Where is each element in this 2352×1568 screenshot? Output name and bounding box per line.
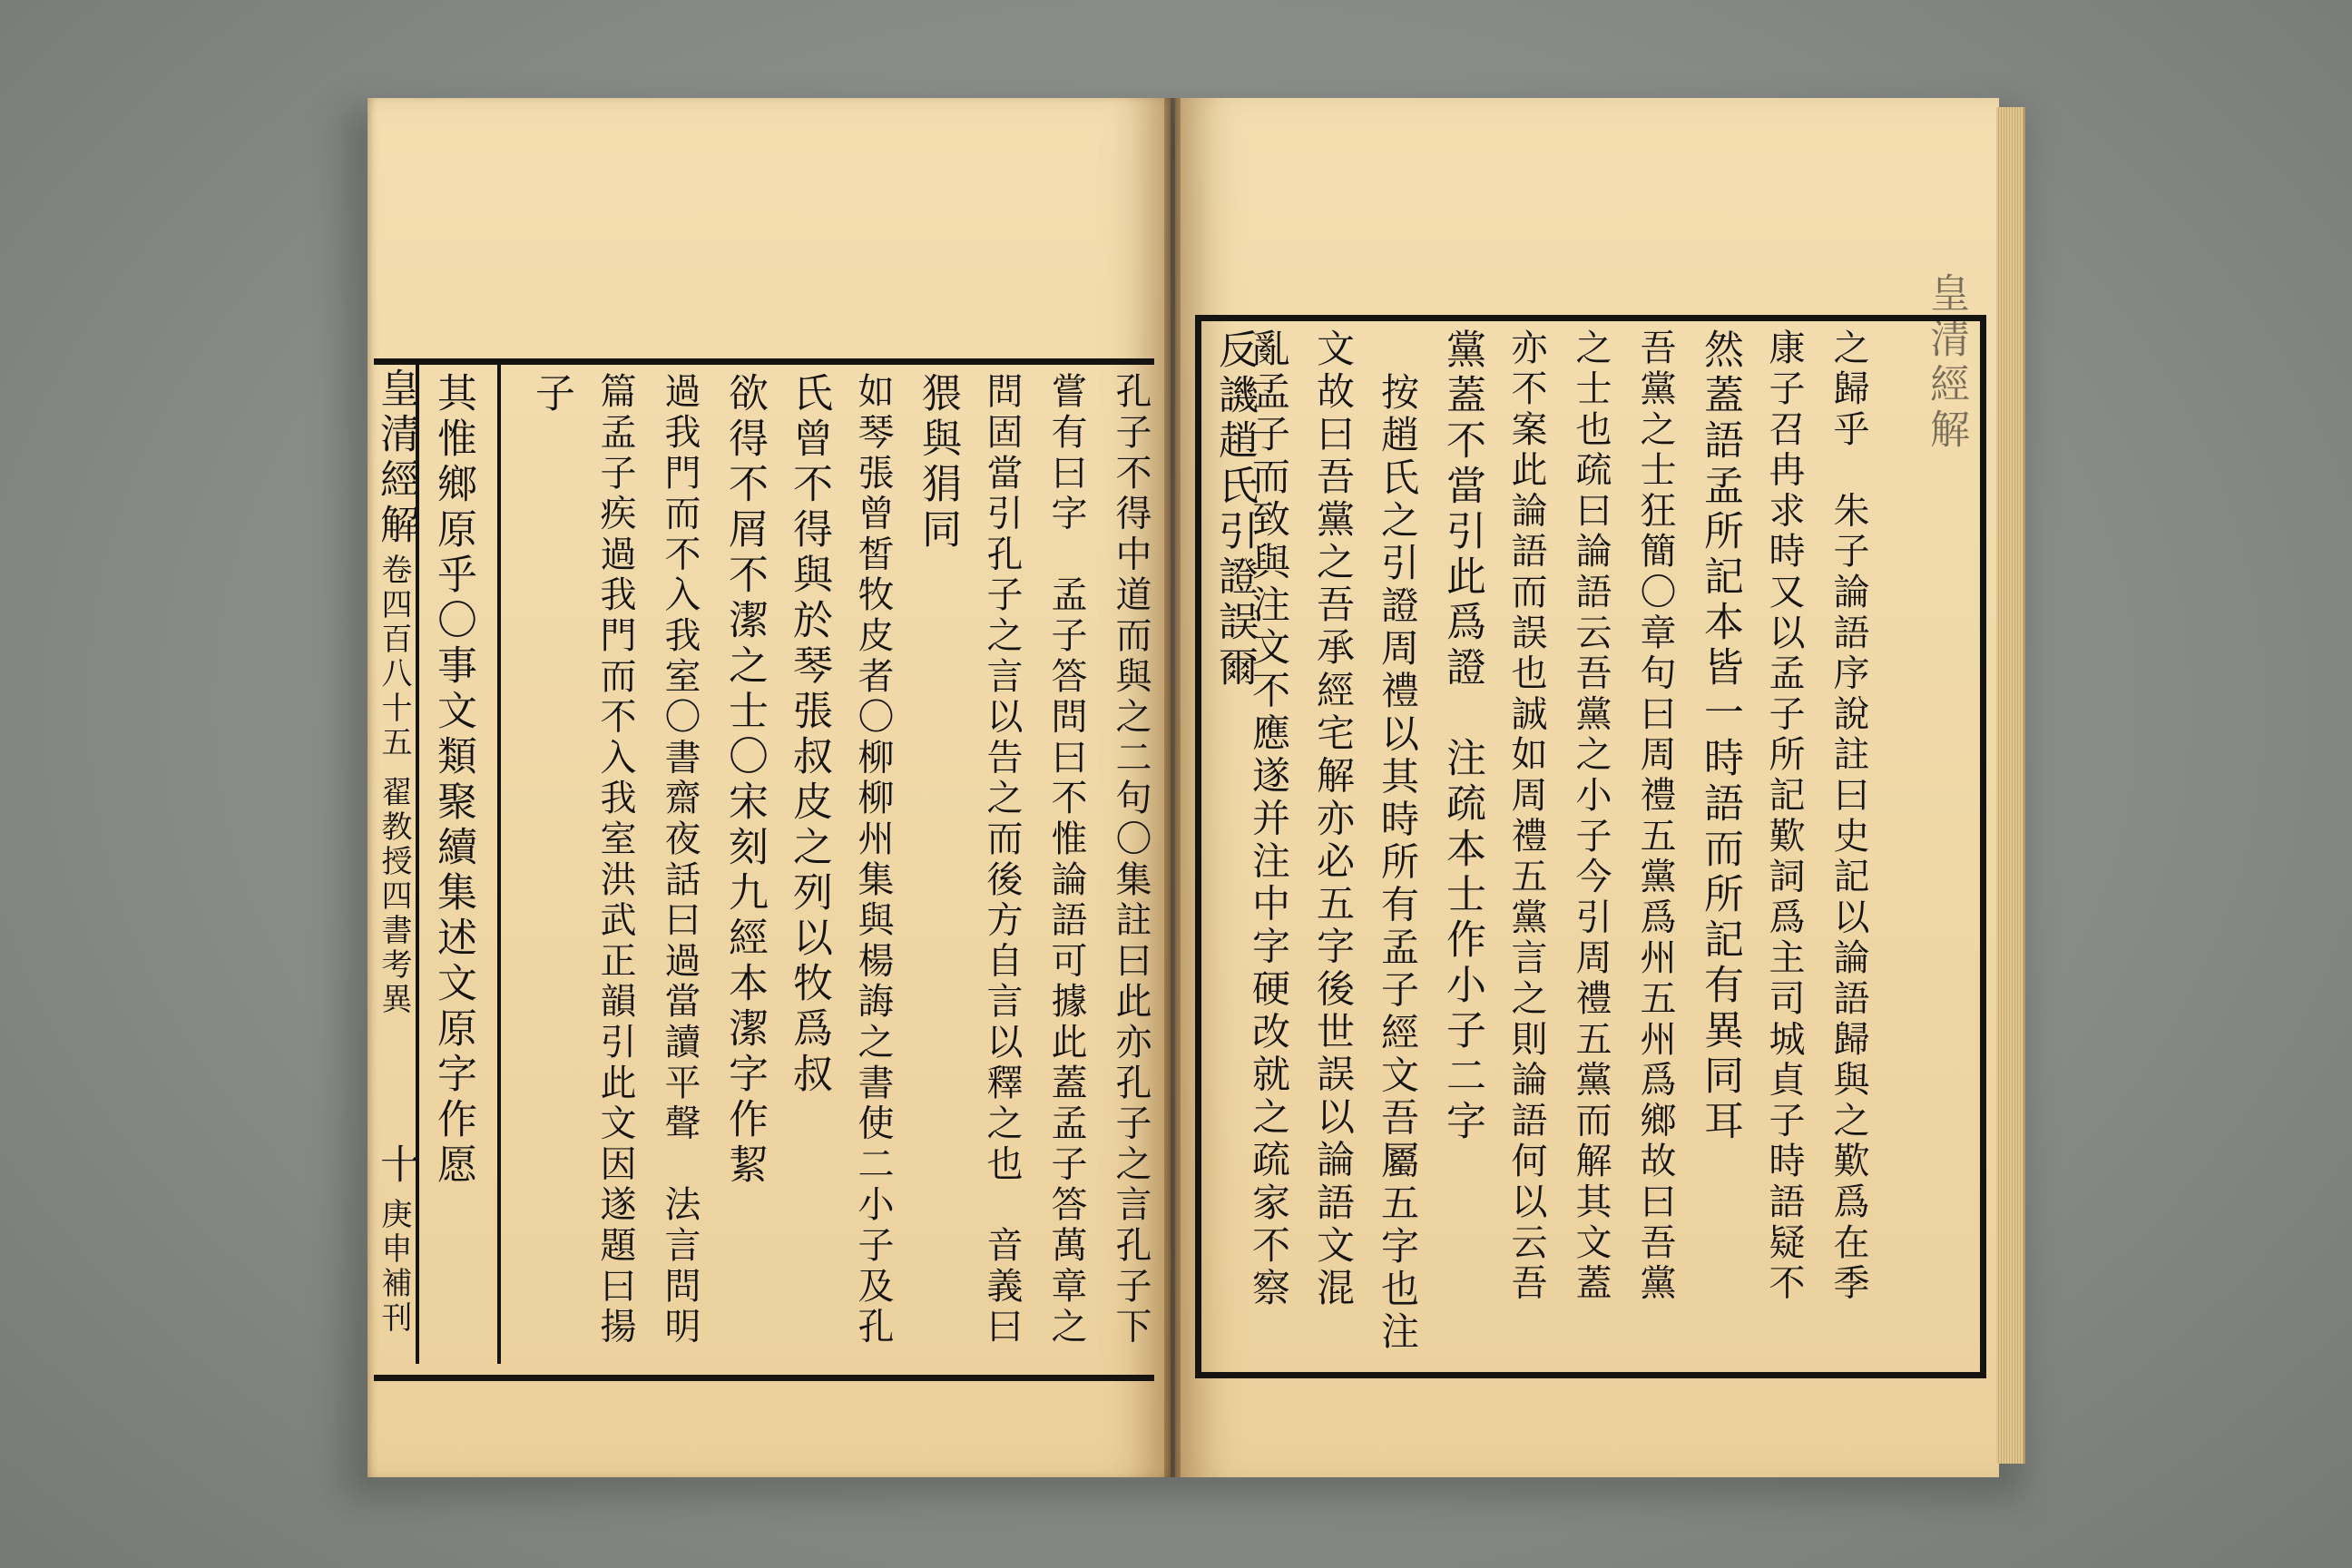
center-band-author-work: 翟教授四書考異 [376,776,412,1017]
left-column-5: 如琴張曾皙牧皮者〇柳柳州集與楊誨之書使二小子及孔 [852,372,894,1348]
center-band-volume: 卷四百八十五 [376,554,412,760]
right-column-10: 亂孟子而致與注文不應遂并注中字硬改就之疏家不察 [1247,328,1291,1310]
right-column-8: 按趙氏之引證周禮以其時所有孟子經文吾屬五字也注 [1376,372,1420,1354]
right-column-3: 然蓋語孟所記本皆一時語而所記有異同耳 [1697,328,1743,1145]
left-column-3: 問固當引孔子之言以告之而後方自言以釋之也 音義曰 [981,372,1023,1348]
left-column-4: 猥與狷同 [915,372,961,554]
right-margin-title: 皇清經解 [1923,272,1969,454]
page-edges [1996,107,2025,1464]
right-column-1: 之歸乎 朱子論語序說註曰史記以論語歸與之歎爲在季 [1828,328,1869,1305]
left-column-8: 過我門而不入我室〇書齋夜話曰過當讀平聲 法言問明 [659,372,701,1348]
left-column-9: 篇孟子疾過我門而不入我室洪武正韻引此文因遂題曰揚 [594,372,636,1348]
center-band-leaf-number: 十 [373,1143,419,1189]
right-column-9: 文故曰吾黨之吾承經宅解亦必五字後世誤以論語文混 [1311,328,1356,1310]
right-column-5: 之士也疏曰論語云吾黨之小子今引周禮五黨而解其文蓋 [1570,328,1612,1305]
right-column-6: 亦不案此論語而誤也誠如周禮五黨言之則論語何以云吾 [1505,328,1547,1305]
right-column-11: 反譏趙氏引證誤爾 [1211,328,1258,691]
center-band-title: 皇清經解 [373,368,419,549]
left-column-1: 孔子不得中道而與之二句〇集註曰此亦孔子之言孔子下 [1110,372,1152,1348]
book-gutter [1164,98,1181,1477]
left-column-10: 子 [528,372,574,417]
left-column-7: 欲得不屑不潔之士〇宋刻九經本潔字作絜 [721,372,768,1189]
right-column-4: 吾黨之士狂簡〇章句曰周禮五黨爲州五州爲鄉故曰吾黨 [1634,328,1676,1305]
left-column-6: 氏曾不得與於琴張叔皮之列以牧爲叔 [786,372,832,1098]
left-column-11: 其惟鄉原乎〇事文類聚續集述文原字作愿 [430,372,476,1189]
left-column-2: 嘗有曰字 孟子答問曰不惟論語可據此蓋孟子答萬章之 [1045,372,1087,1348]
center-band-edition-note: 庚申補刊 [376,1198,412,1336]
right-column-2: 康子召冉求時又以孟子所記歎詞爲主司城貞子時語疑不 [1763,328,1805,1305]
right-column-7: 黨蓋不當引此爲證 注疏本士作小子二字 [1439,328,1485,1145]
